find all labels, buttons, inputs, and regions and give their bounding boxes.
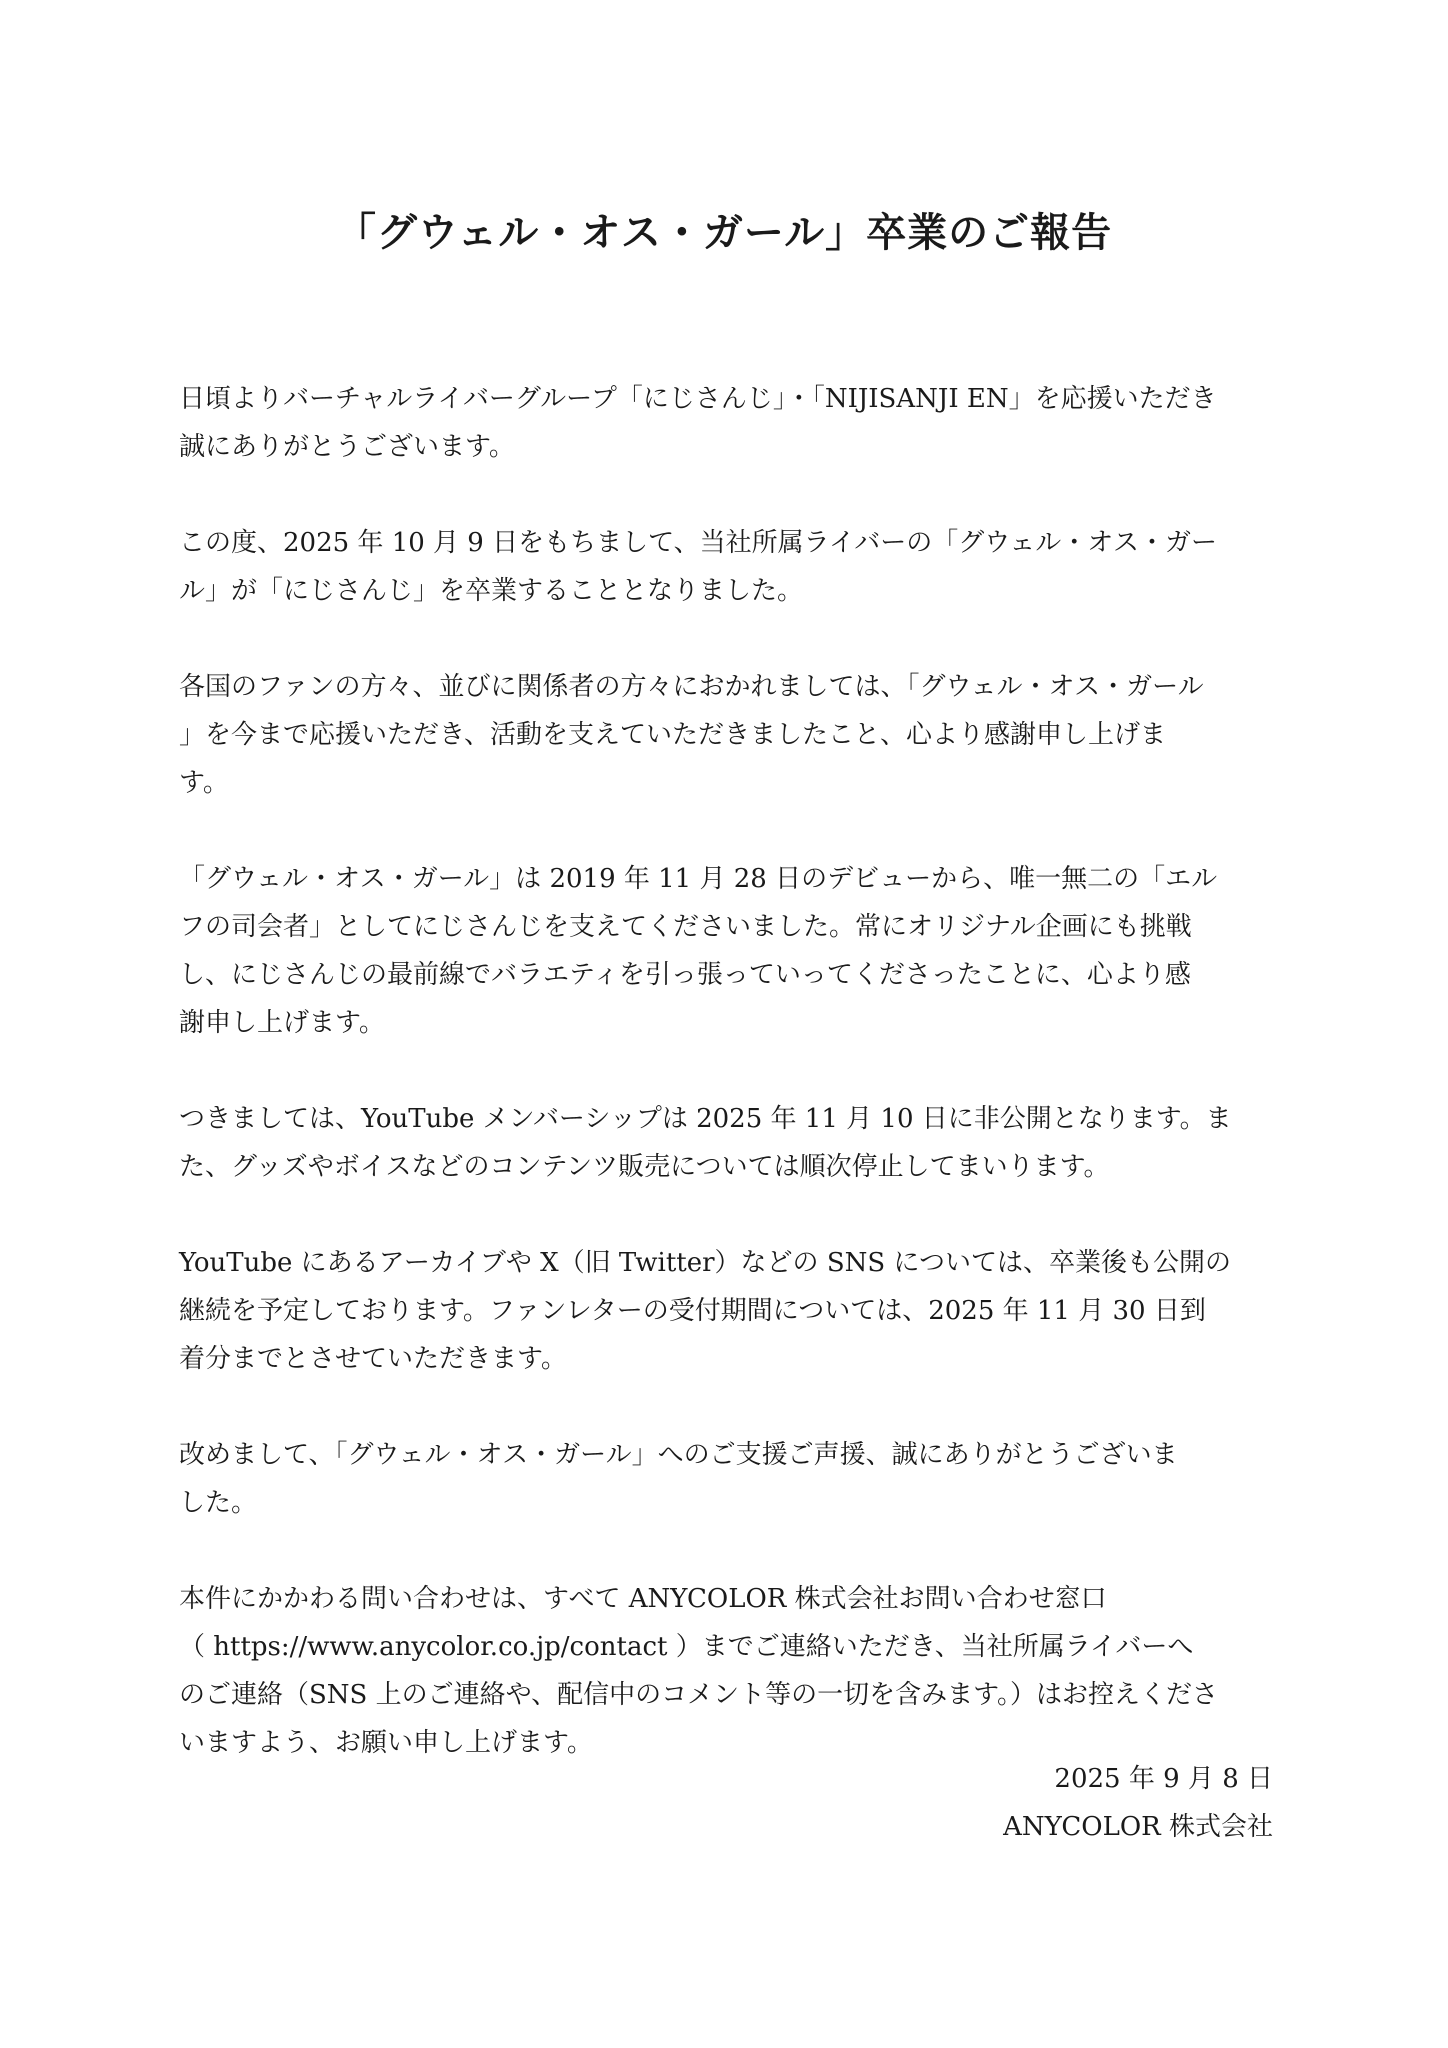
document-body: [179, 375, 1275, 1815]
signature-date: 2025 年 9 月 8 日: [1054, 1764, 1273, 1794]
paragraph-thanks-fans: 各国のファンの方々、並びに関係者の方々におかれましては、「グウェル・オス・ガール 」を今まで応援いただき、活動を支えていただきましたこと、心より感謝申し上げま す。: [179, 672, 1204, 798]
paragraph-greeting: 日頃よりバーチャルライバーグループ「にじさんじ」・「NIJISANJI EN」を応援いただき 誠にありがとうございます。: [179, 384, 1217, 462]
paragraph-graduation-announcement: この度、2025 年 10 月 9 日をもちまして、当社所属ライバーの「グウェル・オス・ガー ル」が「にじさんじ」を卒業することとなりました。: [179, 528, 1217, 606]
paragraph-archive-notice: YouTube にあるアーカイブや X（旧 Twitter）などの SNS については、卒業後も公開の 継続を予定しております。ファンレターの受付期間については、2025 年 11 月 30 日到 着分までとさせていただきます。: [179, 1248, 1231, 1374]
signature-company: ANYCOLOR 株式会社: [1003, 1812, 1273, 1842]
paragraph-contact-info: 本件にかかわる問い合わせは、すべて ANYCOLOR 株式会社お問い合わせ窓口 （ https://www.anycolor.co.jp/contact ）までご連絡いただき、当社所属ライバーへ のご連絡（SNS 上のご連絡や、配信中のコメント等の一切を含みます。）はお控えくださ いますよう、お願い申し上げます。: [179, 1584, 1219, 1758]
document-title: 「グウェル・オス・ガール」卒業のご報告: [335, 209, 1113, 256]
signature-block: [1003, 1755, 1273, 1851]
paragraph-closing-thanks: 改めまして、「グウェル・オス・ガール」へのご支援ご声援、誠にありがとうございま した。: [179, 1440, 1178, 1518]
paragraph-membership-notice: つきましては、YouTube メンバーシップは 2025 年 11 月 10 日に非公開となります。ま た、グッズやボイスなどのコンテンツ販売については順次停止してまいります。: [179, 1104, 1232, 1182]
paragraph-career-thanks: 「グウェル・オス・ガール」は 2019 年 11 月 28 日のデビューから、唯一無二の「エル フの司会者」としてにじさんじを支えてくださいました。常にオリジナル企画にも挑戦 し、にじさんじの最前線でバラエティを引っ張っていってくださったことに、心より感 謝申し上げます。: [179, 864, 1218, 1038]
